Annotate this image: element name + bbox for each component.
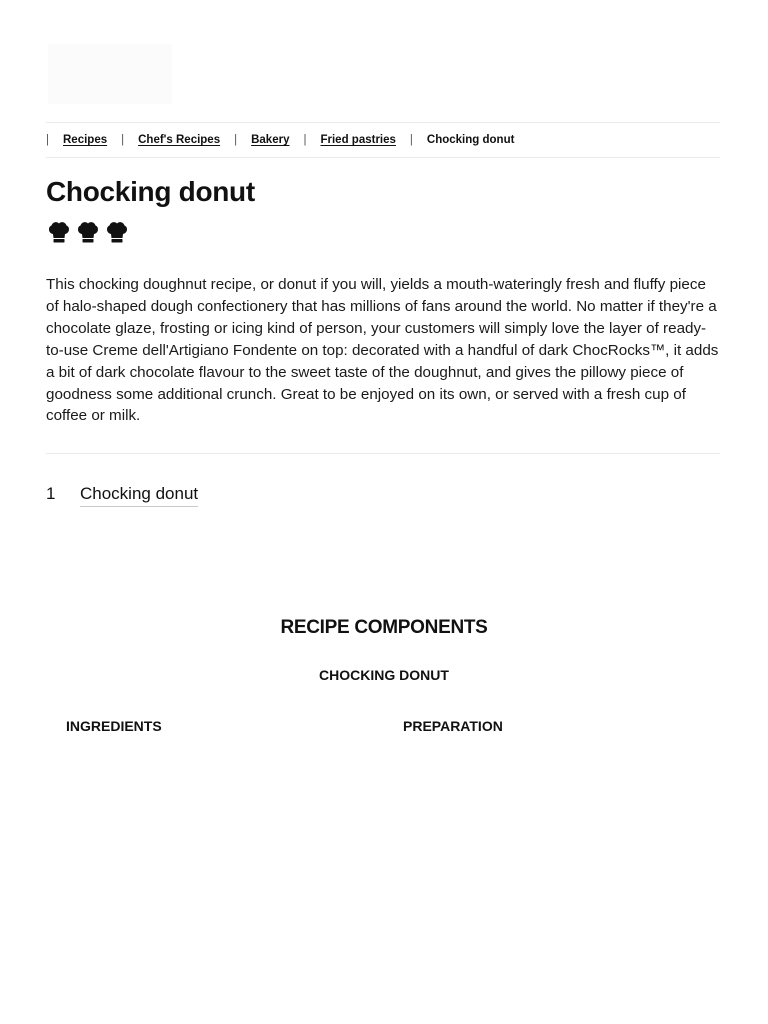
breadcrumb-current-page: Chocking donut	[426, 134, 515, 146]
section-divider	[46, 453, 720, 454]
chef-hat-icon	[105, 221, 129, 243]
breadcrumb-separator: |	[409, 134, 413, 146]
recipe-components-heading: RECIPE COMPONENTS	[280, 617, 488, 638]
breadcrumb-item-bakery	[232, 134, 301, 146]
breadcrumb-separator: |	[303, 134, 307, 146]
breadcrumb-link-recipes[interactable]: Recipes	[63, 134, 108, 146]
component-name-heading: CHOCKING DONUT	[319, 667, 449, 683]
preparation-heading: PREPARATION	[403, 718, 503, 734]
breadcrumb-item-fried-pastries	[301, 134, 407, 146]
component-list-item	[46, 484, 198, 507]
site-logo[interactable]	[48, 44, 172, 104]
breadcrumb-item-chefs-recipes	[119, 134, 232, 146]
breadcrumb-link-fried-pastries[interactable]: Fried pastries	[320, 134, 396, 146]
breadcrumb-item-recipes	[46, 134, 119, 146]
breadcrumb-link-chefs-recipes[interactable]: Chef's Recipes	[138, 134, 221, 146]
recipe-description: This chocking doughnut recipe, or donut if you will, yields a mouth-wateringly fresh and fluffy piece of halo-shaped dough confectionery that has millions of fans around the world. No matter if they're a chocolate glaze, frosting or icing kind of person, your customers will simply love the layer of ready-to-use Creme dell'Artigiano Fondente on top: decorated with a handful of dark ChocRocks™, it adds a bit of dark chocolate flavour to the sweet taste of the doughnut, and gives the pillowy piece of goodness some additional crunch. Great to be enjoyed on its own, or served with a fresh cup of coffee or milk.	[46, 276, 719, 425]
breadcrumb	[46, 122, 720, 158]
component-index: 1	[46, 484, 56, 503]
breadcrumb-link-bakery[interactable]: Bakery	[251, 134, 290, 146]
page-title: Chocking donut	[46, 176, 255, 207]
breadcrumb-item-current	[408, 134, 515, 146]
ingredients-heading: INGREDIENTS	[66, 718, 162, 734]
chef-hat-icon	[47, 221, 71, 243]
breadcrumb-separator: |	[121, 134, 125, 146]
breadcrumb-separator: |	[46, 134, 49, 146]
difficulty-rating	[47, 221, 129, 243]
chef-hat-icon	[76, 221, 100, 243]
component-link-chocking-donut[interactable]: Chocking donut	[80, 484, 198, 507]
breadcrumb-separator: |	[234, 134, 238, 146]
